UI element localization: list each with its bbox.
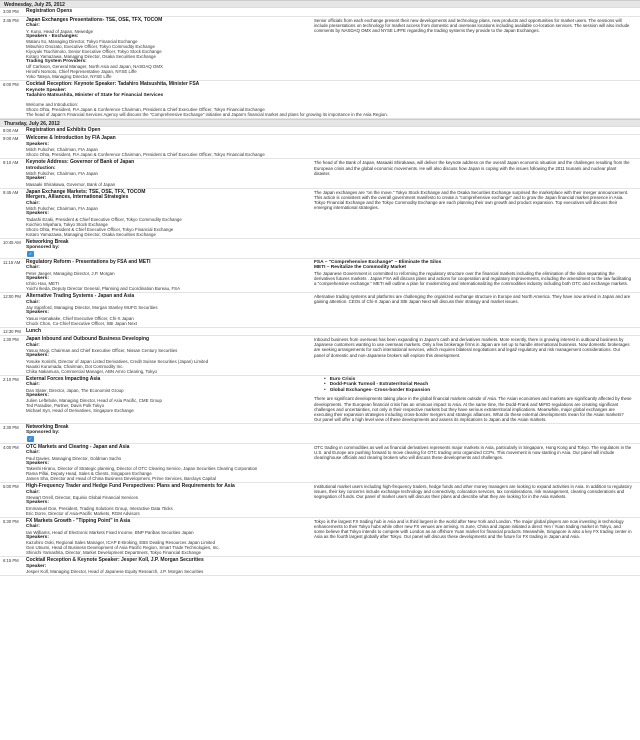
session-subheading: Sponsored by:: [26, 245, 60, 251]
session-person: James Sha, Director and Head of China Business Development, Prime Services, Barclays Capital: [26, 476, 216, 482]
session-summary: [314, 558, 640, 574]
session-person: Michael Syn, Head of Derivatives, Singapore Exchange: [26, 408, 134, 414]
session-title: Alternative Trading Systems - Japan and Asia: [26, 293, 135, 300]
session-summary: [314, 190, 640, 237]
session-row: [0, 239, 640, 259]
session-summary: [314, 484, 640, 515]
session-row: [0, 8, 640, 17]
session-person: Yasuo Mogi, Chairman and Chief Executive Officer, Nissan Century Securities: [26, 348, 178, 354]
session-person: Mitsuhiro Onozato, Executive Officer, Tokyo Commodity Exchange: [26, 44, 155, 49]
session-row: [0, 127, 640, 136]
session-title: FX Markets Growth - "Tipping Point" in Asia: [26, 517, 131, 524]
session-details: [26, 260, 314, 291]
session-subheading: Chair:: [26, 382, 40, 388]
session-subheading: Speakers:: [26, 392, 49, 398]
session-description: The head of the Bank of Japan, Masaaki Shirakawa, will deliver the keynote address on the overall Japan economic situation and the challenges resulting from the European crisis and the global economic movements. He will also discuss how Japan is coping with the issues following the 2011 tsunami and nuclear plant disaster.: [314, 160, 630, 176]
session-time: 6:15 PM: [3, 558, 19, 564]
session-person: Takeshi Hirano, Director of Strategic planning, Director of OTC Clearing Service, Japan Securities Clearing Corporation: [26, 466, 258, 472]
session-title: Mergers, Alliances, International Strategies: [26, 194, 129, 201]
session-person: Ted Paradise, Partner, Davis Polk Tokyo: [26, 403, 105, 409]
session-time: 3:45 PM: [3, 17, 19, 23]
session-person: Jesper Koll, Managing Director, Head of Japanese Equity Research, J.P. Morgan Securities: [26, 569, 204, 575]
session-person: The head of Japan's Financial Services Agency will discuss the "Comprehensive Exchange" initiative and Japan's financial market and plans for growing its importance in the Asia Region.: [26, 111, 388, 117]
session-details: [26, 445, 314, 481]
session-person: Hiroshi Nomoto, Chief Representative Japan, NYSE Liffe: [26, 69, 137, 75]
session-person: Kazuhiro Ooki, Regional Sales Manager, ICAP E-Broking, EBS Dealing Resources Japan Limited: [26, 540, 216, 546]
session-person: Paul Davies, Managing Director, Goldman Sachs: [26, 455, 122, 461]
session-row: [0, 483, 640, 517]
session-row: [0, 424, 640, 444]
session-row: [0, 81, 640, 118]
session-details: [26, 425, 314, 442]
session-title: OTC Markets and Clearing - Japan and Asia: [26, 443, 130, 450]
session-subheading: Chair:: [26, 201, 40, 206]
session-details: [26, 18, 314, 80]
session-subheading: Chair:: [26, 299, 40, 305]
bullet-item: • Euro Crisis: [314, 377, 632, 383]
session-subheading: Keynote Speaker:: [26, 88, 67, 93]
session-person: Y. Kuno, Head of Japan, Newedge: [26, 28, 94, 34]
session-title: Japan Inbound and Outbound Business Developing: [26, 336, 150, 343]
session-row: [0, 328, 640, 337]
session-subheading: Speakers:: [26, 211, 49, 217]
session-subheading: FSA – "Comprehensive Exchange" – Eliminate the Silos: [314, 259, 442, 265]
session-person: Emmanuel Doe, President, Trading Solutions Group, Interactive Data 7ticks: [26, 505, 173, 511]
session-person: Mitch Fulscher, Chairman, FIA Japan: [26, 206, 98, 212]
session-time: 12:30 PM: [3, 328, 21, 334]
session-summary: [314, 260, 640, 291]
session-description: The Japan exchanges are "on the move." Tokyo Stock Exchange and the Osaka Securities Exchange surprised the marketplace with their merger announcement. This action is consistent with the overall government manifesto to create a "comprehensive exchange" and to grow the Japan financial market presence in Asia. Tokyo Financial Exchange and the Tokyo Commodity Exchange are each planning their own growth and product expansion. Top executives will discuss their emerging international strategies.: [314, 189, 629, 211]
session-title: Keynote Address: Governor of Bank of Japan: [26, 159, 135, 166]
session-person: Yoko Tateya, Managing Director, NYSE Liffe: [26, 74, 112, 80]
session-title: Networking Break: [26, 238, 69, 245]
session-time: 1:30 PM: [3, 337, 19, 343]
session-person: Julien Leftebole, Managing Director, Head of Asia Pacific, CME Group: [26, 398, 162, 404]
session-time: 12:00 PM: [3, 294, 21, 300]
session-summary: [314, 128, 640, 134]
session-details: [26, 294, 314, 325]
session-person: Kiyoyuki Tsuchimoto, Senior Executive Officer, Tokyo Stock Exchange: [26, 49, 162, 54]
session-summary: [314, 337, 640, 373]
session-summary: [314, 136, 640, 157]
session-title: Registration and Exhibits Open: [26, 126, 101, 133]
session-subheading: Speakers:: [26, 142, 49, 147]
session-time: 11:15 AM: [3, 259, 21, 265]
session-person: Chika Nakamura, Commercial Manager, ABN Amro Clearing, Tokyo: [26, 368, 157, 374]
session-subheading: Speakers:: [26, 460, 49, 466]
session-subheading: Speakers:: [26, 275, 49, 281]
session-person: Shozo Ohta, President, FIA Japan & Conference Chairman, President & Chief Executive Officer, Tokyo Financial Exchange: [26, 152, 265, 158]
session-time: 10:45 AM: [3, 239, 21, 245]
session-time: 6:00 PM: [3, 82, 19, 88]
session-time: 3:00 PM: [3, 9, 19, 14]
session-subheading: Sponsored by:: [26, 430, 60, 436]
session-time: 2:10 PM: [3, 376, 19, 382]
session-subheading: Chair:: [26, 524, 40, 530]
session-title: Japan Exchanges Presentations- TSE, OSE, TFX, TOCOM: [26, 16, 163, 23]
session-title: Registration Opens: [26, 8, 73, 14]
session-description: Tokyo is the largest FX trading hub in Asia and is third largest in the world after New York and London. The major global players are now investing in technology enhancements to their Tokyo hubs while other new FX venues are arriving. In June, China and Japan initiated a direct Yen / Yuan trading market in Tokyo, and some believe that Tokyo intends to compete with London as an offshore Yuan market for financial products. Meanwhile, Singapore is also a key FX trading center in Asia as the fourth largest globally after Tokyo. Our panel will discuss these developments and the future for FX trading in Japan and Asia.: [314, 518, 632, 539]
session-details: [26, 337, 314, 373]
session-row: [0, 518, 640, 557]
session-details: [26, 329, 314, 335]
session-person: Shozo Ohta, President, FIA Japan & Conference Chairman, President & Chief Executive Officer, Tokyo Financial Exchange: [26, 106, 265, 112]
session-title: External Forces Impacting Asia: [26, 375, 101, 382]
session-summary: [314, 425, 640, 442]
session-row: [0, 259, 640, 293]
session-title: Japan Exchange Markets: TSE, OSE, TFX, TOCOM: [26, 188, 146, 195]
session-person: Kotaro Yamazawa, Managing Director, Osaka Securities Exchange: [26, 231, 156, 237]
session-details: [26, 160, 314, 186]
session-person: Mitch Fulscher, Chairman, FIA Japan: [26, 171, 98, 177]
session-subheading: Introduction:: [26, 166, 56, 171]
session-person: Naoaki Kurumada, Chairman, Dot Commodity Inc.: [26, 363, 124, 369]
session-subheading: Chair:: [26, 450, 40, 456]
session-row: [0, 336, 640, 375]
session-summary: [314, 160, 640, 186]
session-row: [0, 189, 640, 239]
session-title: Lunch: [26, 327, 41, 334]
session-title: High-Frequency Trader and Hedge Fund Perspectives: Plans and Requirements for Asia: [26, 483, 235, 490]
session-row: [0, 444, 640, 483]
session-description: OTC trading in commodities as well as financial derivatives represents major markets in Asia, particularly in Singapore, Hong Kong and Tokyo. The regulators in the U.S. and Europe are pushing forward to move clearing for OTC trading onto organized CCPs. This movement is now starting in Asia. Our panel will include clearinghouse officials and clearing brokers who will discuss these developments and challenges.: [314, 444, 632, 461]
session-time: 9:10 AM: [3, 160, 19, 166]
session-summary: [314, 445, 640, 481]
session-row: [0, 135, 640, 159]
session-person: Gen Utsumi, Head of Business Development of Asia Pacific Region, Smart Trade Technologies, Inc.: [26, 545, 220, 551]
session-details: [26, 190, 314, 237]
session-subheading: Chair:: [26, 23, 40, 29]
day-header: Wednesday, July 25, 2012: [0, 0, 640, 8]
session-title: Cocktail Reception: Keynote Speaker: Tadahiro Matsushita, Minister FSA: [26, 81, 200, 88]
session-subheading: Speakers:: [26, 534, 49, 540]
bullet-item: • Dodd-Frank Turmoil - Extraterritorial Reach: [314, 382, 632, 388]
twitter-icon: ✓: [28, 435, 33, 441]
session-details: [26, 240, 314, 257]
session-subheading: Speakers:: [26, 500, 49, 506]
session-subheading: METI – Revitalize the Commodity Market: [314, 265, 406, 271]
session-subheading: Tadahiro Matsushita, Minister of State for Financial Services: [26, 93, 164, 99]
session-details: [26, 82, 640, 116]
session-details: [26, 484, 314, 515]
session-time: 8:00 AM: [3, 127, 19, 133]
session-person: Shozo Ohta, President & Chief Executive Officer, Tokyo Financial Exchange: [26, 226, 174, 232]
session-person: Ichiro Hao, METI: [26, 281, 59, 287]
session-summary: [314, 329, 640, 335]
session-description: Senior officials from each exchange present their new developments and technology plans, new products and opportunities for market users. The sessions will include presentations on technology for market access from domestic and overseas locations including available co-location services. The session will also include comments by NASDAQ OMX and NYSE LIFFE regarding the trading systems they provide to the Japan Exchanges.: [314, 17, 630, 33]
session-person: Yasuo Hamakake, Chief Executive Officer, Chi-X Japan: [26, 315, 134, 321]
session-row: [0, 17, 640, 82]
session-time: 3:30 PM: [3, 424, 19, 430]
day-header: Thursday, July 26, 2012: [0, 119, 640, 127]
session-description: Institutional market users including high-frequency traders, hedge funds and other money managers are looking to expand activities in Asia. In addition to regulatory issues, their key concerns include exchange technology and connectivity, colocation services, tax considerations, risk management, clearing considerations and segregation of funds. Our panel of market users will discuss their plans and describe what they are looking for in the Asia markets.: [314, 484, 632, 500]
session-details: [26, 519, 314, 555]
session-row: [0, 293, 640, 327]
session-description: Alternative trading systems and platforms are challenging the organized exchange structure in Europe and North America. They have now arrived in Japan and are gaining attention. CEOs of Chi-X Japan and SBI Japan Next will discuss their strategy and market issues.: [314, 294, 631, 305]
session-person: Kotaro Yamazawa, Managing Director, Osaka Securities Exchange: [26, 54, 156, 59]
session-time: 5:30 PM: [3, 518, 19, 524]
session-person: Koichiro Miyahara, Tokyo Stock Exchange: [26, 221, 108, 227]
session-person: Yosuke Konishi, Director of Japan Listed Derivatives, Credit Suisse Securities (Japan) Limited: [26, 358, 209, 364]
session-title: Welcome & Introduction by FIA Japan: [26, 135, 116, 142]
session-summary: [314, 18, 640, 80]
session-person: Shinichi Yamashita, Director, Market Development Department, Tokyo Financial Exchange: [26, 550, 201, 556]
bullet-item: • Global Exchanges- Cross-border Expansion: [314, 388, 632, 394]
session-description: There are significant developments taking place in the global financial markets outside of Asia. The Asian economies and markets are significantly affected by these developments. The European financial crisis has an ominous impact to Asia. At the same time, the Dodd-Frank and MiFID regulations are creating significant challenges and uncertainties, not only in their respective markets but they have serious extraterritorial implications. Meanwhile, major global exchanges are executing their expansion strategies including cross-border mergers and strategic alliances. What do these external developments mean for the Asian markets? Our panel will offer a high level view of these developments and assess its implications to Japan and the Asian markets.: [314, 396, 632, 422]
session-person: Chuck Chon, Co-Chief Executive Officer, SBI Japan Next: [26, 320, 137, 326]
session-title: Regulatory Reform - Presentations by FSA and METI: [26, 258, 151, 265]
session-time: 5:00 PM: [3, 484, 19, 490]
session-person: Mitch Fulscher, Chairman, FIA Japan: [26, 147, 98, 153]
session-details: [26, 136, 314, 157]
session-subheading: Speakers:: [26, 310, 49, 316]
session-description: Inbound business from overseas has been expanding in Japan's cash and derivatives markets. More recently, there is growing interest in outbound business by Japanese customers wanting to use overseas markets. Only a few brokerage firms in Japan are set up to handle international business. Now domestic brokerages are seeking arrangements for such international services, which requires bilateral negotiations and legal/ regulatory and risk management considerations. Our panel of domestic and non-Japanese brokers will explore this development.: [314, 337, 630, 358]
session-person: Stewart Orrell, Director, Equinix Global Financial Services: [26, 495, 139, 501]
session-row: [0, 159, 640, 188]
session-subheading: Speaker:: [26, 176, 47, 182]
session-subheading: Chair:: [26, 489, 40, 495]
session-person: Welcome and Introduction:: [26, 101, 79, 107]
session-subheading: Trading System Providers:: [26, 59, 87, 64]
session-details: [26, 9, 314, 15]
session-person: Ulf Carlsson, General Manager, North Asia and Japan, NASDAQ OMX: [26, 64, 163, 70]
session-details: [26, 377, 314, 422]
session-row: [0, 557, 640, 576]
session-person: Tadashi Ezaki, President & Chief Executive Officer, Tokyo Commodity Exchange: [26, 216, 182, 222]
session-person: Dan Slater, Director, Japan, The Economist Group: [26, 387, 124, 393]
session-summary: [314, 377, 640, 422]
session-title: Cocktail Reception & Keynote Speaker: Jesper Koll, J.P. Morgan Securities: [26, 557, 204, 564]
session-person: Ian Williams, Head of Electronic Markets Fixed Income, BNP Paribas Securities Japan: [26, 529, 194, 535]
session-summary: [314, 9, 640, 15]
session-person: Rama Pillai, Deputy Head, Sales & Clients, Singapore Exchange: [26, 471, 152, 477]
session-subheading: Speakers:: [26, 353, 49, 359]
session-subheading: Speakers - Exchanges:: [26, 33, 79, 39]
session-subheading: Chair:: [26, 265, 40, 271]
session-person: Jay Sapsford, Managing Director, Morgan Stanley MUFG Securities: [26, 305, 158, 311]
session-person: Masaaki Shirakawa, Governor, Bank of Japan: [26, 181, 116, 187]
session-details: [26, 128, 314, 134]
twitter-icon: ✓: [28, 250, 33, 256]
session-details: [26, 558, 314, 574]
session-title: Networking Break: [26, 423, 69, 430]
session-person: Wataru Ito, Managing Director, Tokyo Financial Exchange: [26, 39, 138, 44]
session-subheading: Chair:: [26, 342, 40, 348]
session-subheading: Speaker:: [26, 563, 47, 569]
session-summary: [314, 240, 640, 257]
session-person: Yuichi Ikeda, Deputy Director General, Planning and Coordination Bureau, FSA: [26, 286, 181, 292]
session-description: The Japanese Government is committed to reforming the regulatory structure over the financial markets including the elimination of the silos separating the derivatives futures markets . Japan FSA will discuss plans and actions for cooperation and regulatory improvements, including the amendment to the law facilitating a "comprehensive exchange." METI will outline a plan for modernizing and internationalizing the commodities industry including both OTC and exchange markets.: [314, 270, 632, 286]
session-row: [0, 376, 640, 424]
session-time: 9:00 AM: [3, 136, 19, 142]
session-person: Peter Jaeger, Managing Director, J.P. Morgan: [26, 270, 115, 276]
session-summary: [314, 294, 640, 325]
session-time: 9:45 AM: [3, 189, 19, 195]
session-summary: [314, 519, 640, 555]
session-person: Eric Dorre, Director of Asia-Pacific Markets, RGM Advisors: [26, 510, 140, 516]
session-time: 4:00 PM: [3, 444, 19, 450]
